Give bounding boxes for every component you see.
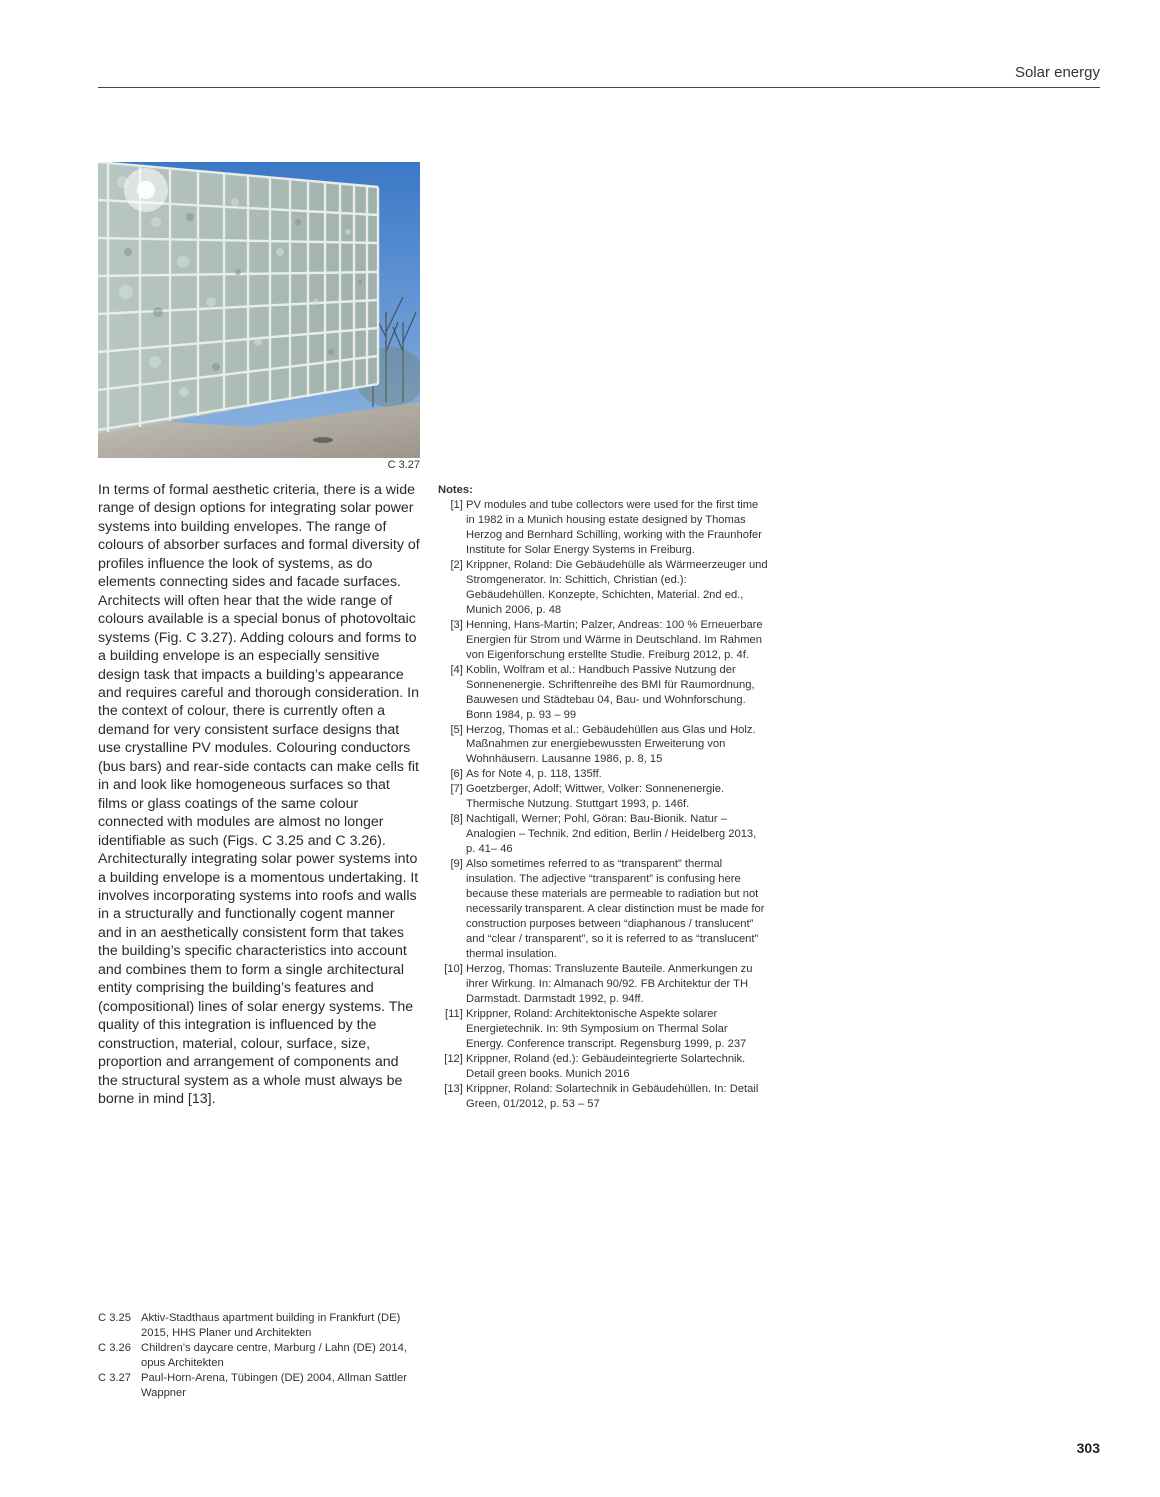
note-item	[438, 723, 768, 768]
note-item	[438, 767, 768, 782]
notes-section	[438, 483, 768, 1112]
note-text: As for Note 4, p. 118, 135ff.	[466, 768, 602, 781]
note-item	[438, 1007, 768, 1052]
note-text: Krippner, Roland (ed.): Gebäudeintegrierte Solartechnik. Detail green books. Munich 2016	[466, 1052, 746, 1080]
note-text: Herzog, Thomas et al.: Gebäudehüllen aus Glas und Holz. Maßnahmen zur energiebewussten Erweiterung von Wohnhäusern. Lausanne 1986, p. 8, 15	[466, 723, 756, 766]
caption-item	[98, 1371, 428, 1401]
note-number: [12]	[444, 1052, 463, 1065]
note-item	[438, 558, 768, 618]
caption-item	[98, 1311, 428, 1341]
page-number: 303	[1076, 1440, 1100, 1456]
note-number: [8]	[450, 813, 463, 826]
note-number: [6]	[450, 768, 463, 781]
figure-captions	[98, 1311, 428, 1401]
note-item	[438, 812, 768, 857]
section-title: Solar energy	[1014, 64, 1100, 81]
note-number: [4]	[450, 663, 463, 676]
note-text: Krippner, Roland: Solartechnik in Gebäudehüllen. In: Detail Green, 01/2012, p. 53 – 57	[466, 1082, 759, 1110]
note-text: Krippner, Roland: Architektonische Aspekte solarer Energietechnik. In: 9th Symposium on Thermal Solar Energy. Conference transcript. Regensburg 1999, p. 237	[466, 1007, 747, 1050]
note-number: [13]	[444, 1082, 463, 1095]
note-number: [10]	[444, 963, 463, 975]
note-item	[438, 618, 768, 663]
caption-number: C 3.25	[98, 1312, 131, 1324]
header-rule	[98, 87, 1100, 88]
facade-photo-illustration	[98, 162, 420, 458]
notes-heading: Notes:	[438, 484, 473, 496]
note-text: Herzog, Thomas: Transluzente Bauteile. Anmerkungen zu ihrer Wirkung. In: Almanach 90/92. FB Architektur der TH Darmstadt. Darmstadt 1992, p. 94ff.	[466, 963, 753, 1005]
note-item	[438, 1052, 768, 1082]
note-text: Nachtigall, Werner; Pohl, Göran: Bau-Bionik. Natur – Analogien – Technik. 2nd edition, Berlin / Heidelberg 2013, p. 41– 46	[466, 813, 757, 856]
note-item	[438, 782, 768, 812]
note-number: [9]	[450, 858, 463, 871]
note-item	[438, 498, 768, 558]
note-text: Koblin, Wolfram et al.: Handbuch Passive Nutzung der Sonnenenergie. Schriftenreihe des BMI für Raumordnung, Bauwesen und Städtebau 04, Bau- und Wohnforschung. Bonn 1984, p. 93 – 99	[466, 663, 755, 721]
caption-text: Children’s daycare centre, Marburg / Lahn (DE) 2014, opus Architekten	[141, 1342, 407, 1369]
facade-photo	[98, 162, 420, 458]
note-number: [11]	[445, 1007, 463, 1020]
note-number: [1]	[450, 498, 463, 511]
body-text	[98, 481, 422, 1108]
caption-item	[98, 1341, 428, 1371]
note-text: Goetzberger, Adolf; Wittwer, Volker: Sonnenenergie. Thermische Nutzung. Stuttgart 1993, p. 146f.	[466, 783, 725, 811]
note-item	[438, 962, 768, 1007]
caption-number: C 3.26	[98, 1342, 131, 1354]
note-number: [2]	[450, 558, 463, 571]
note-text: PV modules and tube collectors were used for the first time in 1982 in a Munich housing estate designed by Thomas Herzog and Bernhard Schilling, working with the Fraunhofer Institute for Solar Energy Systems in Freiburg.	[466, 498, 763, 556]
note-item	[438, 663, 768, 723]
figure-label: C 3.27	[387, 459, 420, 471]
caption-number: C 3.27	[98, 1372, 131, 1384]
note-text: Henning, Hans-Martin; Palzer, Andreas: 100 % Erneuerbare Energien für Strom und Wärme in Deutschland. Im Rahmen von Eigenforschung erstellte Studie. Freiburg 2012, p. 4f.	[466, 618, 763, 661]
caption-text: Aktiv-Stadthaus apartment building in Frankfurt (DE) 2015, HHS Planer und Architekten	[141, 1312, 401, 1339]
body-paragraph: In terms of formal aesthetic criteria, there is a wide range of design options for integrating solar power systems into building envelopes. The range of colours of absorber surfaces and formal diversity of profiles influence the look of systems, as do elements connecting sides and facade surfaces. Architects will often hear that the wide range of colours available is a special bonus of photovoltaic systems (Fig. C 3.27). Adding colours and forms to a building envelope is an especially sensitive design task that impacts a building’s appearance and requires careful and thorough consideration. In the context of colour, there is currently often a demand for very consistent surface designs that use crystalline PV modules. Colouring conductors (bus bars) and rear-side contacts can make cells fit in and look like homogeneous surfaces so that films or glass coatings of the same colour connected with modules are almost no longer identifiable as such (Figs. C 3.25 and C 3.26). Architecturally integrating solar power systems into a building envelope is a momentous undertaking. It involves incorporating systems into roofs and walls in a structurally and functionally cogent manner and in an aesthetically consistent form that takes the building’s specific characteristics into account and combines them to form a single architectural entity comprising the building’s features and (compositional) lines of solar energy systems. The quality of this integration is influenced by the construction, material, colour, surface, size, proportion and arrangement of components and the structural system as a whole must always be borne in mind [13].	[98, 482, 420, 1107]
note-number: [5]	[450, 723, 463, 736]
note-item	[438, 857, 768, 962]
note-number: [7]	[450, 783, 463, 796]
note-item	[438, 1082, 768, 1112]
note-number: [3]	[450, 618, 463, 631]
note-text: Krippner, Roland: Die Gebäudehülle als Wärmeerzeuger und Stromgenerator. In: Schittich, Christian (ed.): Gebäudehüllen. Konzepte, Schichten, Material. 2nd ed., Munich 2006, p. 48	[466, 558, 768, 616]
caption-text: Paul-Horn-Arena, Tübingen (DE) 2004, Allman Sattler Wappner	[141, 1372, 407, 1399]
note-text: Also sometimes referred to as “transparent” thermal insulation. The adjective “transparent” is confusing here because these materials are permeable to radiation but not necessarily transparent. A clear distinction must be made for construction purposes between “diaphanous / translucent” and “clear / transparent”, so it is referred to as “translucent” thermal insulation.	[466, 858, 765, 961]
